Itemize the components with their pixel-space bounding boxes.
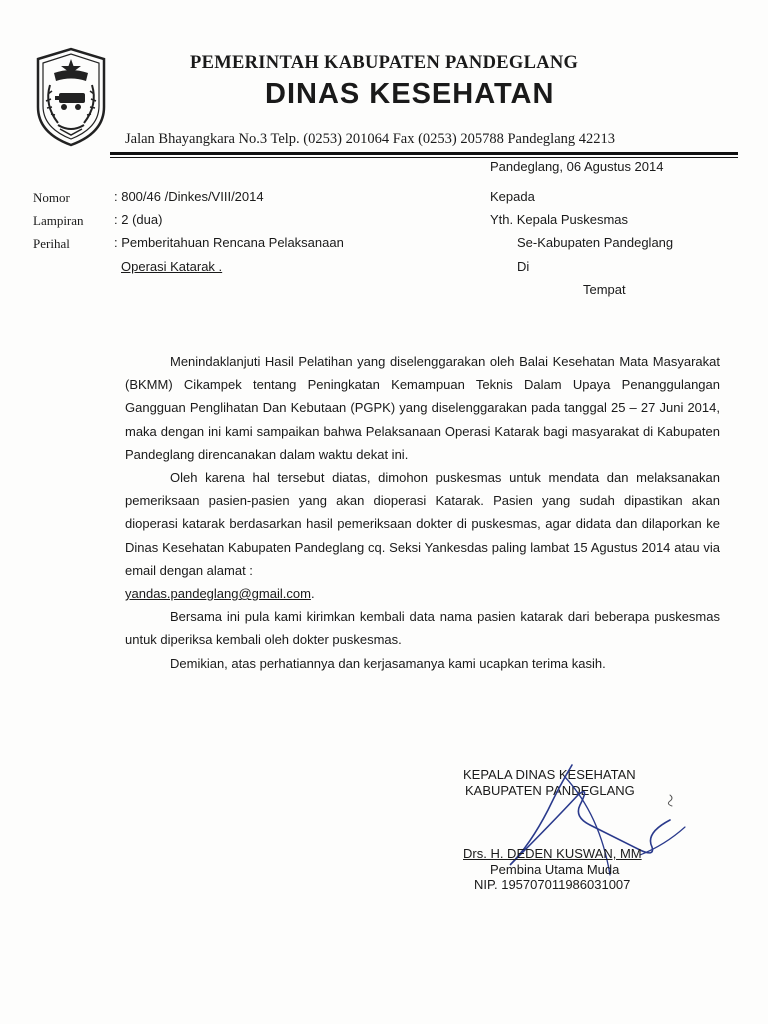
agency-address: Jalan Bhayangkara No.3 Telp. (0253) 201064 Fax (0253) 205788 Pandeglang 42213 [125, 131, 616, 147]
letter-date: Pandeglang, 06 Agustus 2014 [490, 159, 664, 174]
body-paragraph-1: Menindaklanjuti Hasil Pelatihan yang diselenggarakan oleh Balai Kesehatan Mata Masyarakat (BKMM) Cikampek tentang Peningkatan Kemampuan Teknis Dalam Upaya Penanggulangan Gangguan Penglihatan Dan Kebutaan (PGPK) yang diselenggarakan pada tanggal 25 – 27 Juni 2014, maka dengan ini kami sampaikan bahwa Pelaksanaan Operasi Katarak bagi masyarakat di Kabupaten Pandeglang direncanakan dalam waktu dekat ini. [125, 354, 720, 462]
body-paragraph-2 [125, 466, 720, 582]
recipient-kepada: Kepada [490, 189, 535, 204]
signatory-nip: NIP. 195707011986031007 [474, 877, 631, 892]
government-name: PEMERINTAH KABUPATEN PANDEGLANG [190, 53, 579, 73]
signatory-rank: Pembina Utama Muda [490, 862, 620, 877]
recipient-yth: Yth. Kepala Puskesmas [490, 212, 629, 227]
agency-name: DINAS KESEHATAN [265, 78, 555, 110]
letter-body [125, 350, 720, 675]
recipient-di: Di [517, 259, 530, 274]
recipient-tempat: Tempat [583, 282, 626, 297]
body-paragraph-3: Bersama ini pula kami kirimkan kembali data nama pasien katarak dari beberapa puskesmas untuk diperiksa kembali oleh dokter puskesmas. [125, 609, 720, 648]
signatory-name: Drs. H. DEDEN KUSWAN, MM [463, 846, 642, 861]
signatory-title-line1: KEPALA DINAS KESEHATAN [463, 767, 636, 782]
recipient-scope: Se-Kabupaten Pandeglang [517, 235, 674, 250]
perihal-label: Perihal [33, 236, 70, 251]
letterhead-rule-thin [110, 157, 738, 158]
letterhead-rule-thick [110, 152, 738, 155]
email-period: . [310, 586, 315, 602]
perihal-value-line2: Operasi Katarak . [121, 259, 223, 274]
lampiran-label: Lampiran [33, 213, 84, 228]
nomor-value: : 800/46 /Dinkes/VIII/2014 [114, 189, 264, 204]
contact-email-link[interactable]: yandas.pandeglang@gmail.com [125, 586, 311, 602]
nomor-label: Nomor [33, 190, 70, 205]
perihal-value-line1: : Pemberitahuan Rencana Pelaksanaan [114, 235, 344, 250]
body-paragraph-4: Demikian, atas perhatiannya dan kerjasamanya kami ucapkan terima kasih. [170, 655, 606, 671]
signatory-title-line2: KABUPATEN PANDEGLANG [465, 783, 635, 798]
body-paragraph-2-text: Oleh karena hal tersebut diatas, dimohon puskesmas untuk mendata dan melaksanakan pemeriksaan pasien-pasien yang akan dioperasi Katarak. Pasien yang sudah dipastikan akan dioperasi katarak berdasarkan hasil pemeriksaan dokter di puskesmas, agar didata dan dilaporkan ke Dinas Kesehatan Kabupaten Pandeglang cq. Seksi Yankesdas paling lambat 15 Agustus 2014 atau via email dengan alamat : [125, 470, 720, 578]
lampiran-value: : 2 (dua) [114, 212, 163, 227]
body-email-line [125, 582, 720, 605]
regency-emblem-shield-icon [32, 45, 110, 149]
